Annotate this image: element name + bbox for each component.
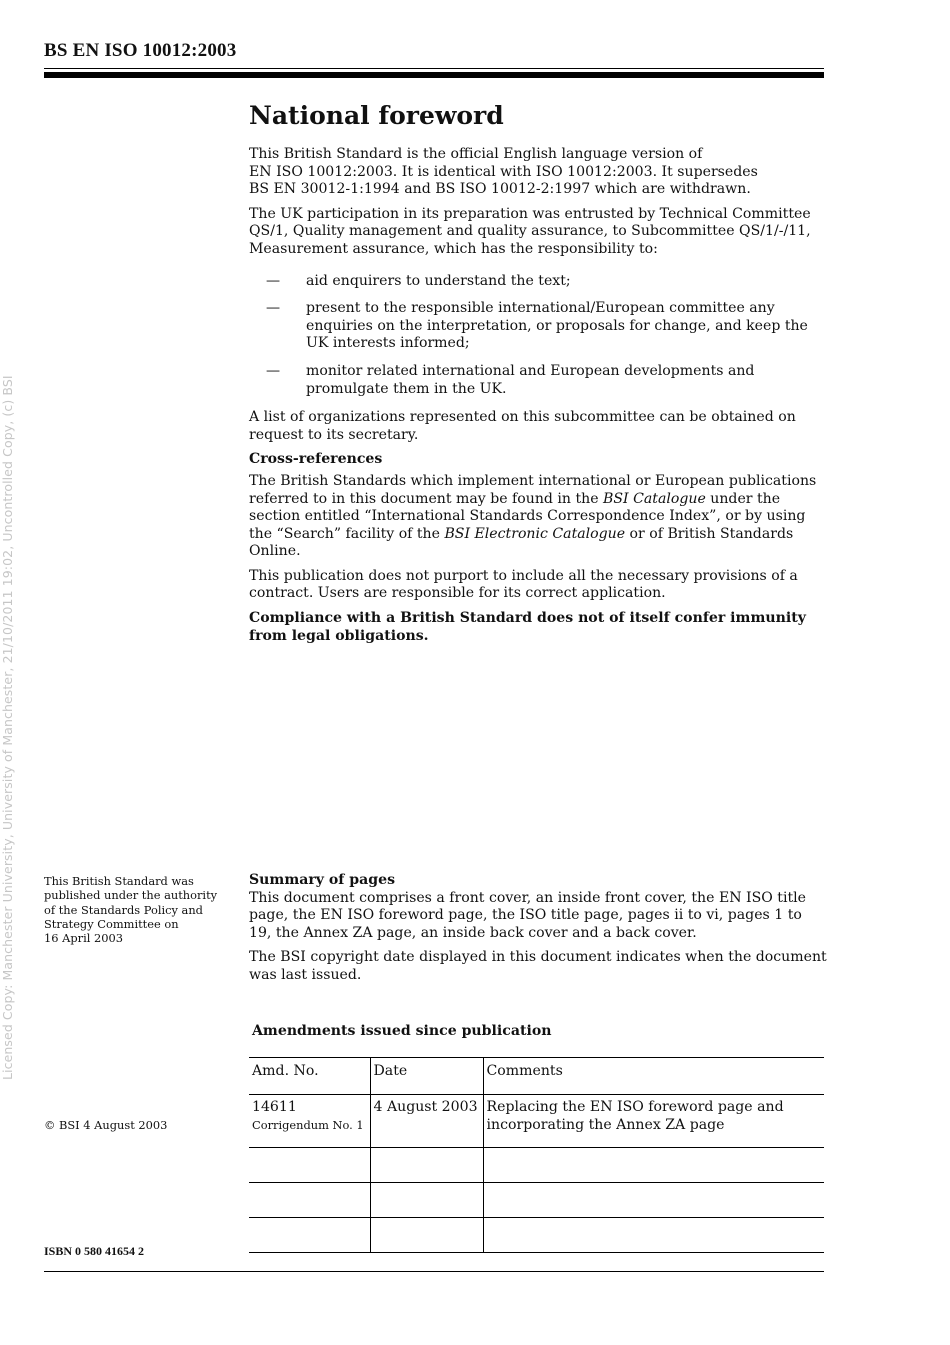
header-thick-rule <box>44 72 824 78</box>
header-thin-rule <box>44 68 824 69</box>
sidenote-line: This British Standard was <box>44 874 194 888</box>
intro-line: BS EN 30012-1:1994 and BS ISO 10012-2:1997 which are withdrawn. <box>249 181 751 198</box>
table-header-row <box>249 1058 824 1095</box>
crossref-text: or of British Standards Online. <box>249 525 794 560</box>
table-row <box>249 1183 824 1218</box>
amd-no-cell <box>249 1095 370 1148</box>
list-item <box>249 273 827 291</box>
purport-paragraph: This publication does not purport to include all the necessary provisions of a contract. Users are responsible for its correct application. <box>249 567 798 602</box>
foreword-heading: National foreword <box>249 101 504 130</box>
crossref-text: under the section entitled “International Standards Correspondence Index”, or by using the “Search” facility of the <box>249 490 806 542</box>
list-item-text: present to the responsible international/European committee any enquiries on the interpretation, or proposals for change, and keep the UK interests informed; <box>306 300 808 352</box>
responsibility-list <box>249 273 827 399</box>
list-item <box>249 363 827 398</box>
empty-cell <box>370 1218 483 1253</box>
table-row <box>249 1095 824 1148</box>
amendments-title: Amendments issued since publication <box>252 1023 552 1039</box>
compliance-statement: Compliance with a British Standard does not of itself confer immunity from legal obligations. <box>249 610 806 644</box>
amd-corrigendum: Corrigendum No. 1 <box>252 1117 364 1132</box>
amendments-table <box>249 1057 824 1253</box>
sidenote-line: Strategy Committee on <box>44 916 179 931</box>
comments-cell: Replacing the EN ISO foreword page and incorporating the Annex ZA page <box>483 1095 824 1148</box>
footer-rule <box>44 1271 824 1272</box>
list-item-text: aid enquirers to understand the text; <box>306 272 571 289</box>
empty-cell <box>249 1218 370 1253</box>
license-watermark: Licensed Copy: Manchester University, University of Manchester, 21/10/2011 19:02, Uncontrolled Copy, (c) BSI <box>0 375 15 1080</box>
list-item-text: monitor related international and European developments and promulgate them in the UK. <box>306 362 755 397</box>
sidenote-line: of the Standards Policy and <box>44 902 203 917</box>
summary-of-pages-section <box>249 872 827 992</box>
cross-references-paragraph <box>249 473 827 561</box>
summary-heading: Summary of pages <box>249 872 396 888</box>
amd-number: 14611 <box>252 1099 297 1115</box>
intro-line: This British Standard is the official English language version of <box>249 146 703 162</box>
empty-cell <box>370 1148 483 1183</box>
crossref-text: The British Standards which implement international or European publications referred to in this document may be found in the <box>249 472 817 507</box>
empty-cell <box>249 1183 370 1218</box>
empty-cell <box>483 1218 824 1253</box>
list-item <box>249 300 827 353</box>
national-foreword-section <box>249 100 827 652</box>
intro-line: EN ISO 10012:2003. It is identical with ISO 10012:2003. It supersedes <box>249 163 758 180</box>
date-cell: 4 August 2003 <box>370 1095 483 1148</box>
copyright-notice: © BSI 4 August 2003 <box>44 1118 168 1132</box>
sidenote-line: published under the authority <box>44 888 218 903</box>
empty-cell <box>483 1148 824 1183</box>
column-header-comments: Comments <box>483 1058 824 1095</box>
summary-paragraph: This document comprises a front cover, an inside front cover, the EN ISO title page, the EN ISO foreword page, the ISO title page, pages ii to vi, pages 1 to 19, the Annex ZA page, an inside back cover and a back cover. <box>249 889 806 941</box>
column-header-date: Date <box>370 1058 483 1095</box>
dash-bullet: — <box>266 272 281 289</box>
empty-cell <box>483 1183 824 1218</box>
copyright-date-paragraph: The BSI copyright date displayed in this document indicates when the document was last issued. <box>249 949 827 983</box>
empty-cell <box>370 1183 483 1218</box>
sidenote-line: 16 April 2003 <box>44 931 123 946</box>
dash-bullet: — <box>266 362 281 379</box>
organizations-paragraph: A list of organizations represented on this subcommittee can be obtained on request to its secretary. <box>249 409 796 443</box>
bsi-electronic-catalogue-title: BSI Electronic Catalogue <box>444 525 626 542</box>
dash-bullet: — <box>266 300 281 317</box>
publication-authority-note <box>44 874 234 945</box>
table-row <box>249 1218 824 1253</box>
participation-paragraph: The UK participation in its preparation was entrusted by Technical Committee QS/1, Quality management and quality assurance, to Subcommittee QS/1/-/11, Measurement assurance, which has the responsibility to: <box>249 205 811 257</box>
bsi-catalogue-title: BSI Catalogue <box>603 490 706 507</box>
cross-references-heading: Cross-references <box>249 451 383 468</box>
isbn-number: ISBN 0 580 41654 2 <box>44 1244 145 1258</box>
document-code-header: BS EN ISO 10012:2003 <box>44 40 237 61</box>
empty-cell <box>249 1148 370 1183</box>
column-header-amd-no: Amd. No. <box>249 1058 370 1095</box>
table-row <box>249 1148 824 1183</box>
intro-paragraph <box>249 146 827 199</box>
